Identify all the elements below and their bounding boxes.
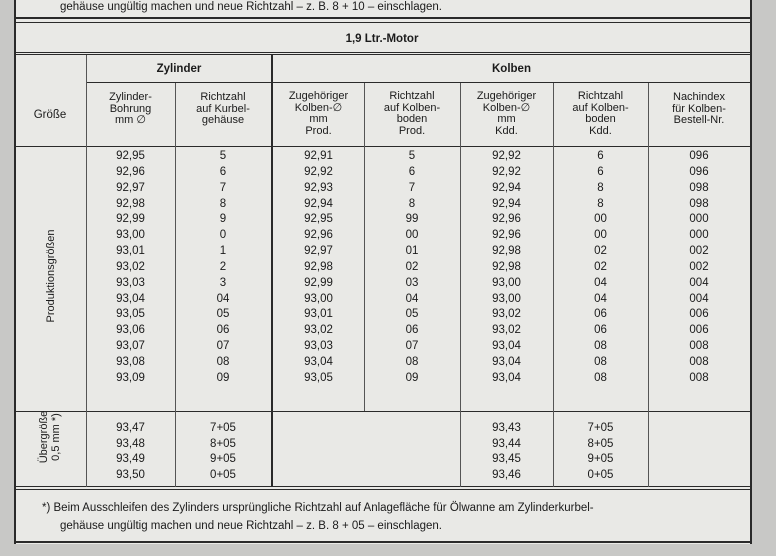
table-cell: 93,03: [304, 340, 333, 353]
table-cell: 92,94: [492, 197, 521, 210]
table-cell: 93,09: [116, 371, 145, 384]
table-cell: 006: [689, 324, 709, 337]
col-zyl-bohrung: [86, 149, 175, 387]
table-cell: 93,45: [492, 453, 521, 466]
table-cell: 08: [594, 355, 607, 368]
table-cell: 03: [405, 276, 419, 289]
table-cell: 02: [594, 245, 607, 258]
table-cell: 9+05: [210, 453, 236, 466]
table-cell: 098: [689, 197, 709, 210]
table-cell: 93,05: [304, 371, 333, 384]
table-cell: 09: [405, 371, 419, 384]
table-cell: 5: [219, 150, 227, 162]
table-cell: 008: [689, 355, 709, 368]
table-cell: 04: [216, 292, 230, 305]
rule-production: [14, 411, 750, 412]
table-cell: 93,50: [116, 468, 145, 481]
col-os-kolben-kdd: [460, 421, 553, 483]
table-cell: 93,04: [492, 355, 521, 368]
col-nachindex: [648, 149, 750, 387]
header-zyl-bohrung: Zylinder- Bohrung mm ∅: [109, 91, 152, 126]
table-cell: 93,00: [304, 292, 333, 305]
table-cell: 92,96: [492, 213, 521, 226]
col-kolben-prod: [273, 149, 364, 387]
table-cell: 93,02: [492, 308, 521, 321]
table-cell: 93,48: [116, 437, 145, 450]
table-cell: 92,94: [304, 197, 333, 210]
table-cell: 92,98: [492, 245, 521, 258]
col-os-richtzahl-kurbel: [175, 421, 271, 483]
col-os-zyl-bohrung: [86, 421, 175, 483]
table-cell: 93,02: [304, 324, 333, 337]
table-cell: 08: [594, 340, 607, 353]
table-cell: 06: [594, 324, 607, 337]
table-cell: 05: [216, 308, 230, 321]
table-cell: 5: [408, 150, 416, 162]
table-cell: 92,98: [492, 260, 521, 273]
rule-title-2: [14, 54, 750, 55]
table-cell: 7+05: [210, 422, 236, 434]
table-cell: 93,04: [116, 292, 145, 305]
table-cell: 004: [689, 276, 709, 289]
table-cell: 06: [216, 324, 230, 337]
table-cell: 02: [594, 260, 607, 273]
table-cell: 6: [219, 165, 227, 178]
col-richtzahl-kdd: [553, 149, 648, 387]
table-cell: 93,04: [492, 371, 521, 384]
table-cell: 93,46: [492, 468, 521, 481]
table-cell: 99: [405, 213, 419, 226]
table-cell: 92,96: [492, 229, 521, 242]
col-richtzahl-prod: [364, 149, 460, 387]
table-cell: 92,99: [304, 276, 333, 289]
table-cell: 04: [405, 292, 419, 305]
header-nachindex: Nachindex für Kolben- Bestell-Nr.: [672, 91, 726, 126]
table-cell: 92,98: [116, 197, 145, 210]
table-cell: 93,04: [304, 355, 333, 368]
table-cell: 3: [219, 276, 227, 289]
col-kolben-kdd: [460, 149, 553, 387]
table-cell: 0: [219, 229, 227, 242]
table-cell: 8: [597, 197, 604, 210]
header-richtzahl-kdd: Richtzahl auf Kolben- boden Kdd.: [572, 90, 629, 137]
table-cell: 8: [597, 181, 604, 194]
table-cell: 07: [405, 340, 419, 353]
table-cell: 93,43: [492, 422, 521, 434]
table-cell: 8: [219, 197, 227, 210]
table-cell: 008: [689, 340, 709, 353]
rule-title: [14, 52, 750, 53]
table-cell: 6: [597, 150, 604, 162]
footnote-line-2: gehäuse ungültig machen und neue Richtzahl – z. B. 8 + 05 – einschlagen.: [60, 520, 443, 532]
table-cell: 93,00: [492, 276, 521, 289]
table-cell: 08: [216, 355, 230, 368]
header-kolben-kdd: Zugehöriger Kolben-∅ mm Kdd.: [476, 90, 537, 137]
group-kolben: Kolben: [492, 63, 531, 75]
table-cell: 92,99: [116, 213, 145, 226]
table-cell: 2: [219, 260, 227, 273]
table-cell: 7: [219, 181, 227, 194]
table-cell: 93,01: [116, 245, 145, 258]
header-kolben-prod: Zugehöriger Kolben-∅ mm Prod.: [288, 90, 349, 137]
rule-header: [14, 146, 750, 147]
table-cell: 6: [408, 165, 416, 178]
rule-top: [14, 17, 750, 19]
table-cell: 92,96: [304, 229, 333, 242]
table-cell: 93,06: [116, 324, 145, 337]
table-cell: 9: [219, 213, 227, 226]
top-note: gehäuse ungültig machen und neue Richtzahl – z. B. 8 + 10 – einschlagen.: [60, 1, 443, 13]
table-cell: 09: [216, 371, 230, 384]
table-title: 1,9 Ltr.-Motor: [345, 33, 419, 45]
table-cell: 008: [689, 371, 709, 384]
table-cell: 08: [594, 371, 607, 384]
table-cell: 92,95: [116, 150, 145, 162]
col-os-richtzahl-kdd: [553, 421, 648, 483]
table-cell: 0+05: [587, 468, 614, 481]
table-cell: 92,97: [116, 181, 145, 194]
table-cell: 92,95: [304, 213, 333, 226]
table-cell: 92,96: [116, 165, 145, 178]
table-cell: 92,93: [304, 181, 333, 194]
table-cell: 002: [689, 260, 709, 273]
table-cell: 04: [594, 292, 607, 305]
table-cell: 00: [594, 213, 607, 226]
header-groesse: Größe: [33, 109, 67, 121]
table-cell: 08: [405, 355, 419, 368]
table-cell: 00: [594, 229, 607, 242]
section-oversize-label: Übergröße 0,5 mm *): [38, 410, 62, 464]
table-cell: 93,04: [492, 340, 521, 353]
table-cell: 098: [689, 181, 709, 194]
table-cell: 000: [689, 229, 709, 242]
table-cell: 004: [689, 292, 709, 305]
rule-kolben-group: [273, 82, 750, 83]
table-cell: 07: [216, 340, 230, 353]
header-richtzahl-prod: Richtzahl auf Kolben- boden Prod.: [383, 90, 441, 137]
table-cell: 04: [594, 276, 607, 289]
table-cell: 93,00: [492, 292, 521, 305]
table-cell: 9+05: [587, 453, 614, 466]
table-cell: 8+05: [210, 437, 236, 450]
table-cell: 93,02: [116, 260, 145, 273]
table-cell: 006: [689, 308, 709, 321]
table-cell: 93,03: [116, 276, 145, 289]
table-cell: 000: [689, 213, 709, 226]
table-cell: 92,97: [304, 245, 333, 258]
table-cell: 01: [405, 245, 419, 258]
table-cell: 7: [408, 181, 416, 194]
table-cell: 06: [405, 324, 419, 337]
table-cell: 92,92: [304, 165, 333, 178]
header-richtzahl-kurbel: Richtzahl auf Kurbel- gehäuse: [196, 91, 250, 126]
table-cell: 06: [594, 308, 607, 321]
table-cell: 93,07: [116, 340, 145, 353]
rule-bottom: [14, 541, 750, 543]
table-cell: 92,94: [492, 181, 521, 194]
table-cell: 02: [405, 260, 419, 273]
table-cell: 92,91: [304, 150, 333, 162]
group-zylinder: Zylinder: [156, 63, 202, 75]
table-cell: 93,02: [492, 324, 521, 337]
table-cell: 096: [689, 165, 709, 178]
section-production-label: Produktionsgrößen: [45, 229, 57, 323]
table-cell: 93,47: [116, 422, 145, 434]
table-cell: 93,01: [304, 308, 333, 321]
table-cell: 92,98: [304, 260, 333, 273]
rule-top-inner: [14, 22, 750, 23]
rule-zyl-group: [86, 82, 272, 83]
rule-oversize-2: [14, 489, 750, 490]
col-richtzahl-kurbel: [175, 149, 271, 387]
table-cell: 6: [597, 165, 604, 178]
table-cell: 7+05: [587, 422, 614, 434]
table-cell: 93,08: [116, 355, 145, 368]
table-cell: 93,05: [116, 308, 145, 321]
table-cell: 8: [408, 197, 416, 210]
table-cell: 00: [405, 229, 419, 242]
table-cell: 8+05: [587, 437, 614, 450]
rule-oversize: [14, 486, 750, 487]
footnote-line-1: *) Beim Ausschleifen des Zylinders ursprüngliche Richtzahl auf Anlagefläche für Ölwanne am Zylinderkurbel-: [42, 502, 594, 514]
table-cell: 93,44: [492, 437, 521, 450]
table-cell: 1: [219, 245, 227, 258]
table-cell: 096: [689, 150, 709, 162]
table-cell: 92,92: [492, 150, 521, 162]
table-cell: 92,92: [492, 165, 521, 178]
table-cell: 93,00: [116, 229, 145, 242]
table-cell: 93,49: [116, 453, 145, 466]
table-cell: 0+05: [210, 468, 236, 481]
table-cell: 002: [689, 245, 709, 258]
table-cell: 05: [405, 308, 419, 321]
